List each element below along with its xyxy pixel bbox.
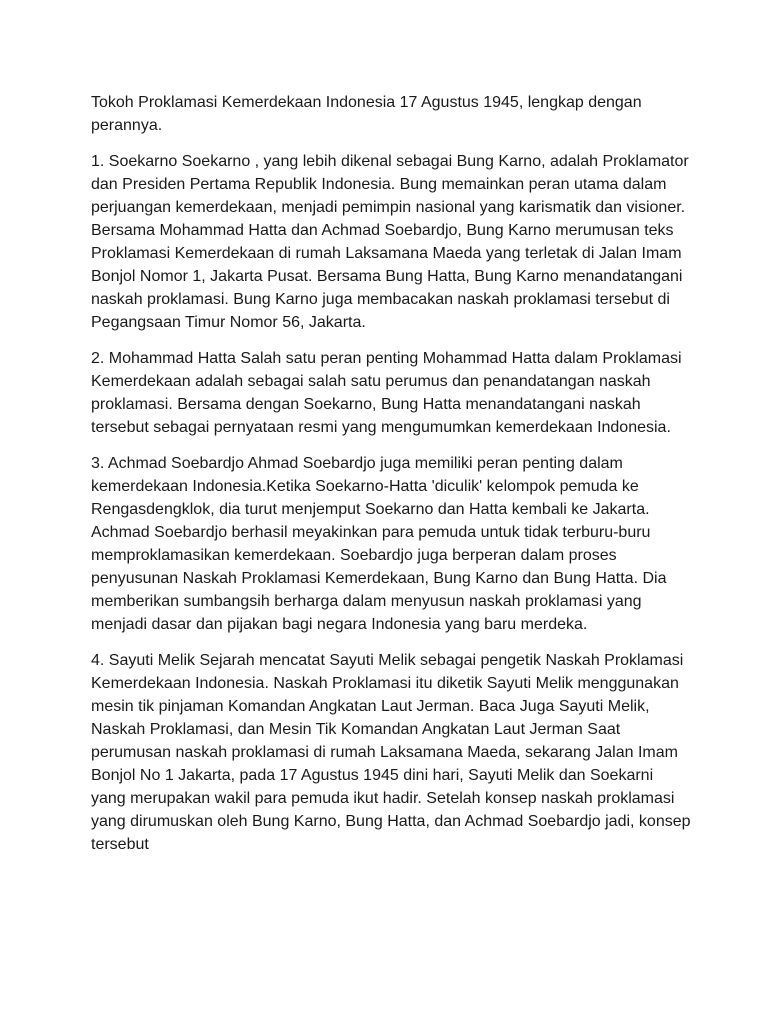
paragraph-mohammad-hatta: 2. Mohammad Hatta Salah satu peran penting Mohammad Hatta dalam Proklamasi Kemerdekaan adalah sebagai salah satu perumus dan penandatangan naskah proklamasi. Bersama dengan Soekarno, Bung Hatta menandatangani naskah tersebut sebagai pernyataan resmi yang mengumumkan kemerdekaan Indonesia. [91,350,682,436]
intro-paragraph: Tokoh Proklamasi Kemerdekaan Indonesia 17 Agustus 1945, lengkap dengan perannya. [91,94,642,134]
paragraph-achmad-soebardjo: 3. Achmad Soebardjo Ahmad Soebardjo juga memiliki peran penting dalam kemerdekaan Indonesia.Ketika Soekarno-Hatta 'diculik' kelompok pemuda ke Rengasdengklok, dia turut menjemput Soekarno dan Hatta kembali ke Jakarta. Achmad Soebardjo berhasil meyakinkan para pemuda untuk tidak terburu-buru memproklamasikan kemerdekaan. Soebardjo juga berperan dalam proses penyusunan Naskah Proklamasi Kemerdekaan, Bung Karno dan Bung Hatta. Dia memberikan sumbangsih berharga dalam menyusun naskah proklamasi yang menjadi dasar dan pijakan bagi negara Indonesia yang baru merdeka. [91,455,667,633]
paragraph-sayuti-melik: 4. Sayuti Melik Sejarah mencatat Sayuti Melik sebagai pengetik Naskah Proklamasi Kemerdekaan Indonesia. Naskah Proklamasi itu diketik Sayuti Melik menggunakan mesin tik pinjaman Komandan Angkatan Laut Jerman. Baca Juga Sayuti Melik, Naskah Proklamasi, dan Mesin Tik Komandan Angkatan Laut Jerman Saat perumusan naskah proklamasi di rumah Laksamana Maeda, sekarang Jalan Imam Bonjol No 1 Jakarta, pada 17 Agustus 1945 dini hari, Sayuti Melik dan Soekarni yang merupakan wakil para pemuda ikut hadir. Setelah konsep naskah proklamasi yang dirumuskan oleh Bung Karno, Bung Hatta, dan Achmad Soebardjo jadi, konsep tersebut [91,652,691,853]
paragraph-soekarno: 1. Soekarno Soekarno , yang lebih dikenal sebagai Bung Karno, adalah Proklamator dan Presiden Pertama Republik Indonesia. Bung memainkan peran utama dalam perjuangan kemerdekaan, menjadi pemimpin nasional yang karismatik dan visioner. Bersama Mohammad Hatta dan Achmad Soebardjo, Bung Karno merumusan teks Proklamasi Kemerdekaan di rumah Laksamana Maeda yang terletak di Jalan Imam Bonjol Nomor 1, Jakarta Pusat. Bersama Bung Hatta, Bung Karno menandatangani naskah proklamasi. Bung Karno juga membacakan naskah proklamasi tersebut di Pegangsaan Timur Nomor 56, Jakarta. [91,153,689,331]
